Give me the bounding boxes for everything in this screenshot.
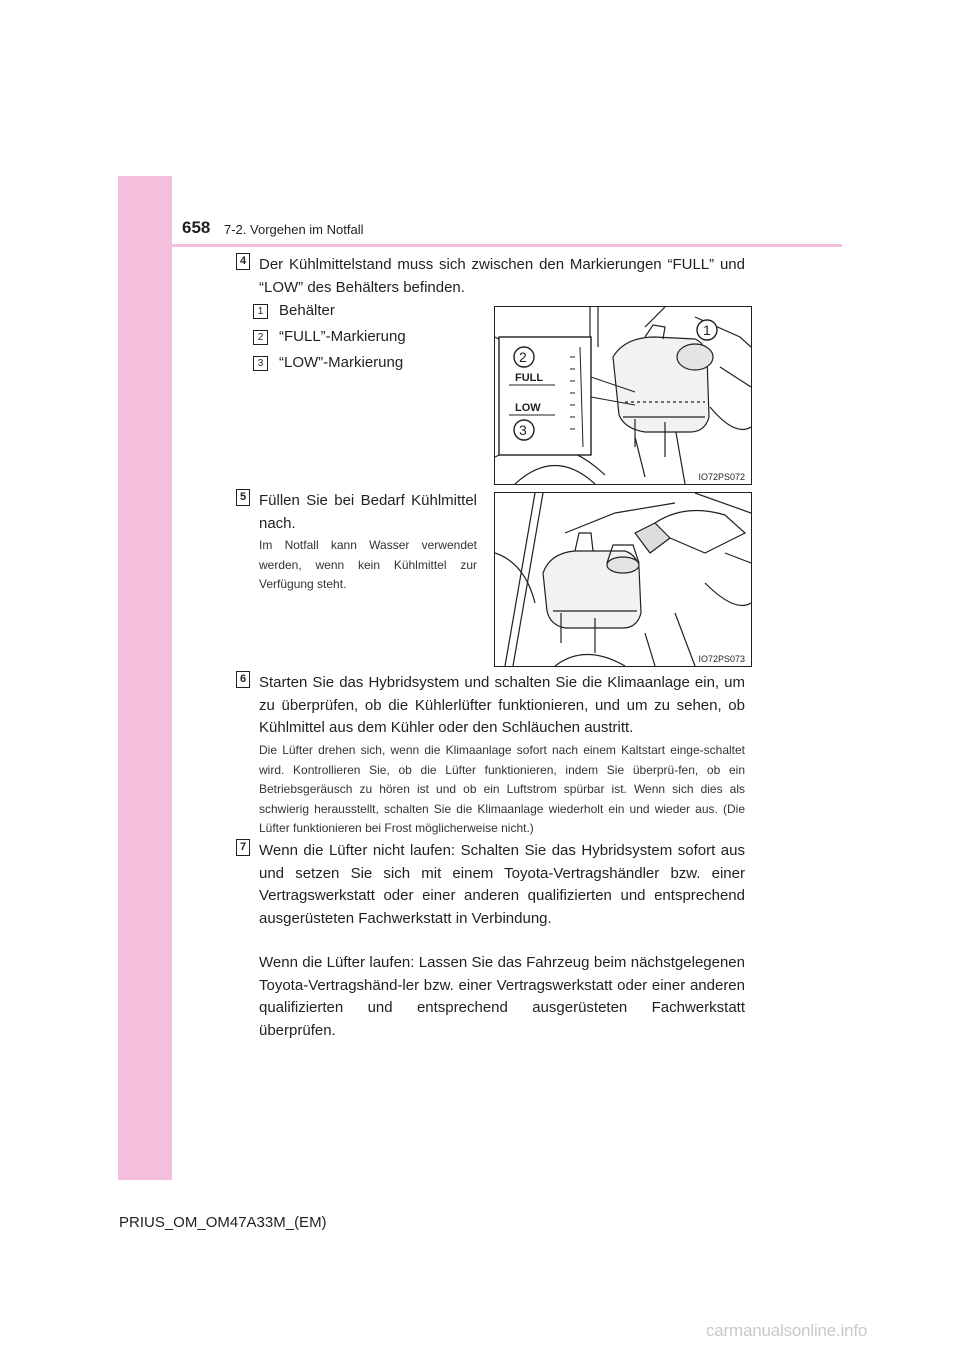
callout-1: 1 <box>703 322 711 338</box>
item-2-label: “FULL”-Markierung <box>279 328 406 345</box>
item-3-badge: 3 <box>253 356 268 371</box>
callout-3: 3 <box>519 422 527 438</box>
chapter-sidebar <box>118 176 172 1180</box>
item-2-badge: 2 <box>253 330 268 345</box>
callout-2: 2 <box>519 349 527 365</box>
coolant-refill-illustration <box>495 493 751 666</box>
step-4-badge: 4 <box>236 253 250 270</box>
page-number: 658 <box>182 218 211 237</box>
header-rule <box>118 244 842 247</box>
step-7-badge: 7 <box>236 839 250 856</box>
coolant-reservoir-figure <box>494 306 752 485</box>
step-6-note: Die Lüfter drehen sich, wenn die Klimaanlage sofort nach einem Kaltstart einge-schaltet wird. Kontrollieren Sie, ob die Lüfter funktionieren, indem Sie überprü-fen, ob ein Betriebsgeräusch zu hören ist und ob ein Luftstrom spürbar ist. Wenn sich dies als schwierig herausstellt, schalten Sie die Klimaanlage wiederholt ein und wieder aus. (Die Lüfter funktionieren bei Frost möglicherweise nicht.) <box>259 743 745 835</box>
figure-code: IO72PS072 <box>698 472 745 482</box>
item-1-label: Behälter <box>279 302 335 319</box>
step-4-text: Der Kühlmittelstand muss sich zwischen den Markierungen “FULL” und “LOW” des Behälters befinden. <box>259 256 745 296</box>
document-id: PRIUS_OM_OM47A33M_(EM) <box>119 1214 327 1231</box>
coolant-refill-figure <box>494 492 752 667</box>
step-7-text-b: Wenn die Lüfter laufen: Lassen Sie das Fahrzeug beim nächstgelegenen Toyota-Vertragshänd-ler bzw. einer Vertragswerkstatt oder einer anderen qualifizierten und entsprechend ausgerüsteten Fachwerkstatt überprüfen. <box>259 954 745 1039</box>
section-title: 7-2. Vorgehen im Notfall <box>224 222 364 237</box>
watermark: carmanualsonline.info <box>706 1321 868 1340</box>
step-5-note: Im Notfall kann Wasser verwendet werden, wenn kein Kühlmittel zur Verfügung steht. <box>259 538 477 591</box>
step-6-badge: 6 <box>236 671 250 688</box>
full-mark: FULL <box>515 372 544 384</box>
step-7-text-a: Wenn die Lüfter nicht laufen: Schalten Sie das Hybridsystem sofort aus und setzen Sie sich mit einem Toyota-Vertragshändler bzw. einer Vertragswerkstatt oder einer anderen qualifizierten und entsprechend ausgerüsteten Fachwerkstatt in Verbindung. <box>259 842 745 927</box>
figure-code: IO72PS073 <box>698 654 745 664</box>
step-5-text: Füllen Sie bei Bedarf Kühlmittel nach. <box>259 492 477 532</box>
step-5-badge: 5 <box>236 489 250 506</box>
coolant-reservoir-illustration <box>495 307 751 484</box>
item-1-badge: 1 <box>253 304 268 319</box>
step-6-text: Starten Sie das Hybridsystem und schalten Sie die Klimaanlage ein, um zu überprüfen, ob die Kühlerlüfter funktionieren, und um zu sehen, ob Kühlmittel aus dem Kühler oder den Schläuchen austritt. <box>259 674 745 736</box>
low-mark: LOW <box>515 402 541 414</box>
item-3-label: “LOW”-Markierung <box>279 354 404 371</box>
